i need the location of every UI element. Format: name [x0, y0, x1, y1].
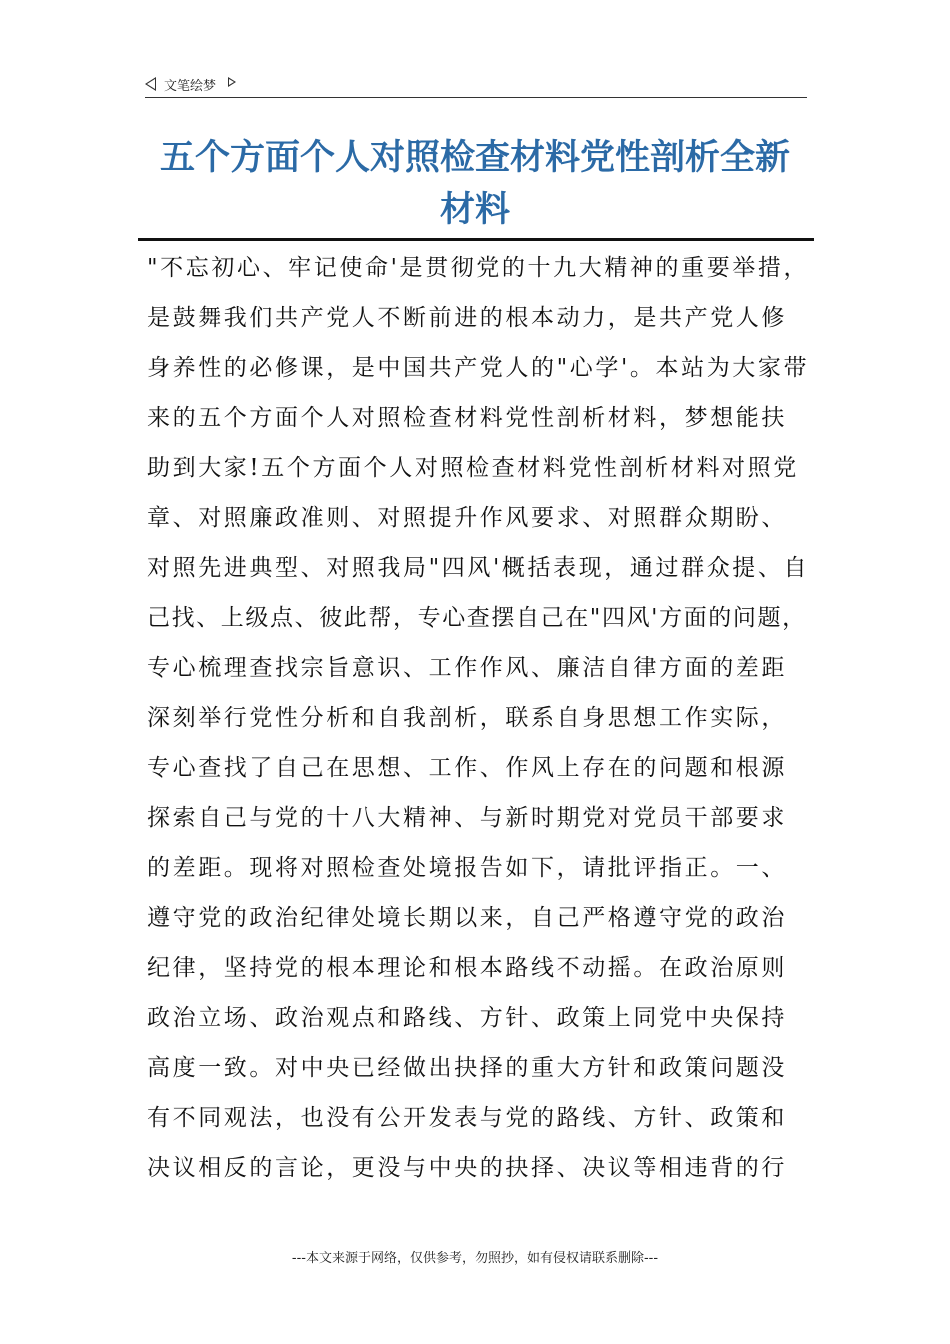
footer-notice: ---本文来源于网络，仅供参考，勿照抄，如有侵权请联系删除--- [291, 1251, 659, 1266]
triangle-left-icon [145, 77, 156, 91]
body-line: 章、对照廉政准则、对照提升作风要求、对照群众期盼、 [147, 505, 787, 531]
document-body [147, 243, 810, 1193]
body-line: "不忘初心、牢记使命'是贯彻党的十九大精神的重要举措， [147, 255, 810, 281]
body-line: 探索自己与党的十八大精神、与新时期党对党员干部要求 [147, 805, 787, 831]
header-divider [145, 97, 807, 98]
body-line: 的差距。现将对照检查处境报告如下，请批评指正。一、 [147, 855, 787, 881]
page-header [145, 70, 807, 98]
body-line: 专心梳理查找宗旨意识、工作作风、廉洁自律方面的差距 [147, 655, 787, 681]
body-line: 对照先进典型、对照我局"四风'概括表现，通过群众提、自 [147, 555, 810, 581]
title-line-2: 材料 [439, 189, 510, 230]
document-title [140, 132, 810, 236]
header-brand: 文笔绘梦 [164, 78, 217, 94]
body-line: 来的五个方面个人对照检查材料党性剖析材料，梦想能扶 [147, 405, 787, 431]
body-line: 遵守党的政治纪律处境长期以来，自己严格遵守党的政治 [147, 905, 787, 931]
body-line: 高度一致。对中央已经做出抉择的重大方针和政策问题没 [147, 1055, 787, 1081]
title-divider [138, 238, 814, 241]
body-line: 决议相反的言论，更没与中央的抉择、决议等相违背的行 [147, 1155, 787, 1181]
body-line: 是鼓舞我们共产党人不断前进的根本动力，是共产党人修 [147, 305, 787, 331]
body-line: 政治立场、政治观点和路线、方针、政策上同党中央保持 [147, 1005, 787, 1031]
body-line: 纪律，坚持党的根本理论和根本路线不动摇。在政治原则 [147, 955, 787, 981]
body-line: 身养性的必修课，是中国共产党人的"心学'。本站为大家带 [147, 355, 810, 381]
body-line: 己找、上级点、彼此帮，专心查摆自己在"四风'方面的问题， [147, 605, 807, 631]
body-line: 助到大家!五个方面个人对照检查材料党性剖析材料对照党 [147, 455, 799, 481]
title-line-1: 五个方面个人对照检查材料党性剖析全新 [159, 137, 790, 178]
triangle-right-icon [228, 77, 236, 87]
body-line: 深刻举行党性分析和自我剖析，联系自身思想工作实际， [147, 705, 787, 731]
body-line: 有不同观法，也没有公开发表与党的路线、方针、政策和 [147, 1105, 787, 1131]
body-line: 专心查找了自己在思想、工作、作风上存在的问题和根源 [147, 755, 787, 781]
